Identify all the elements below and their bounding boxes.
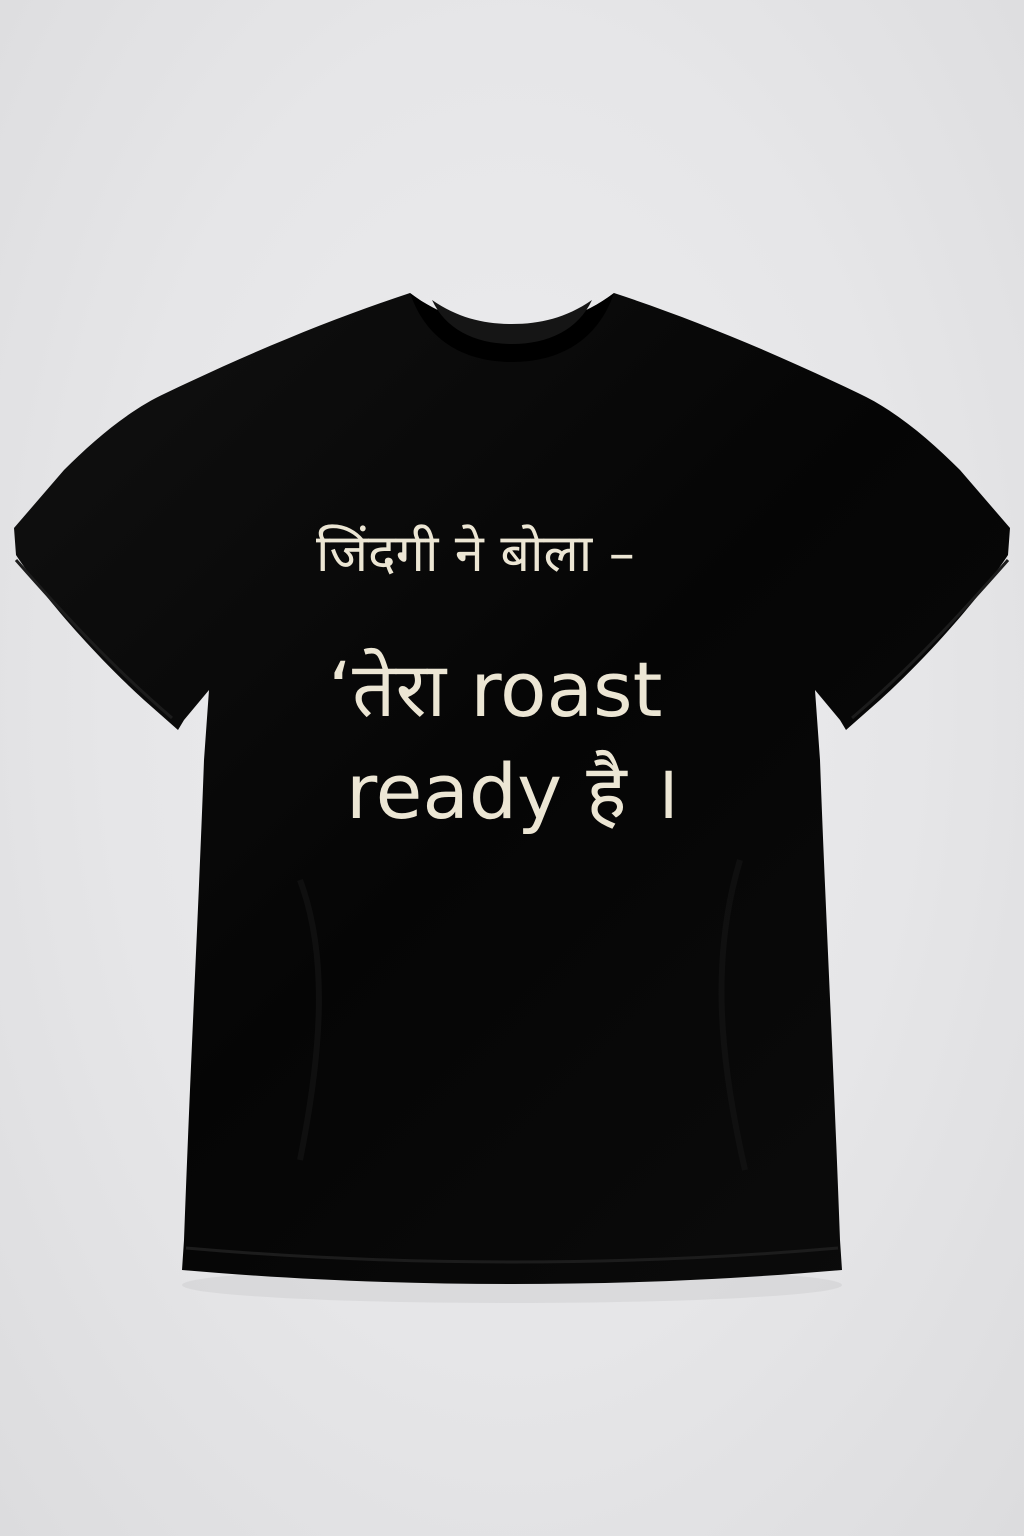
print-line-1: जिंदगी ने बोला – [316, 524, 635, 584]
print-line-3: ready है । [346, 747, 680, 836]
print-line-2: ‘तेरा roast [328, 645, 663, 734]
